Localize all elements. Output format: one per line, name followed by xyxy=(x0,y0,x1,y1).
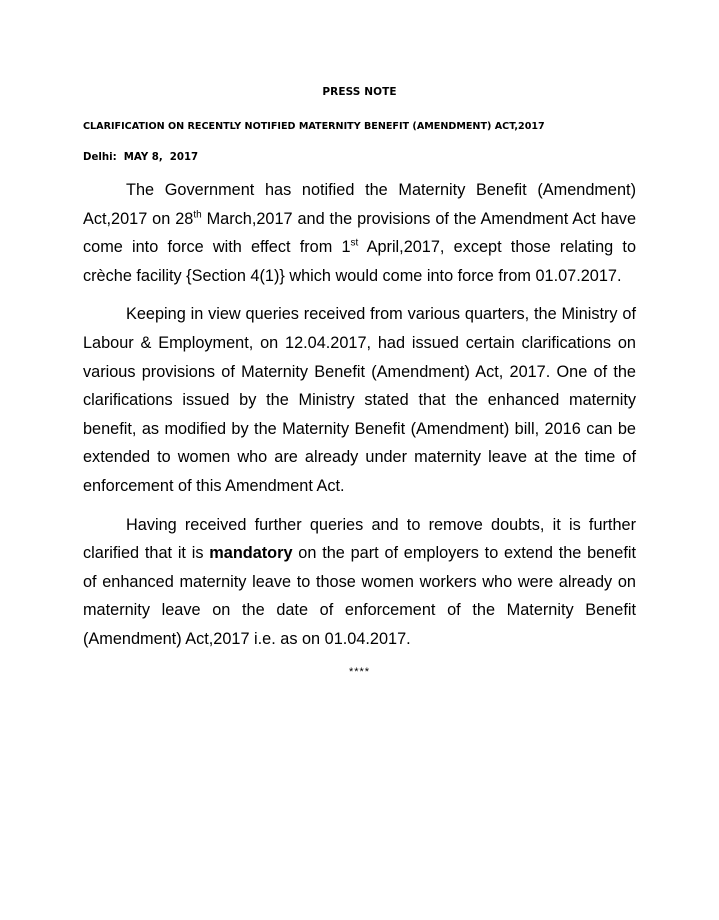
paragraph-1-part-1: The Government has notified the Maternity Benefit (Amendment) Act,2017 on 28 xyxy=(83,181,636,228)
press-note-subtitle: CLARIFICATION ON RECENTLY NOTIFIED MATERNITY BENEFIT (AMENDMENT) ACT,2017 xyxy=(83,121,545,132)
ordinal-suffix-th: th xyxy=(193,209,202,221)
press-note-body xyxy=(83,176,636,664)
paragraph-3-after: on the part of employers to extend the benefit of enhanced maternity leave to those women workers who were already on maternity leave on the date of enforcement of the Maternity Benefit (Amendment) Act,2017 i.e. as on 01.04.2017. xyxy=(83,544,636,648)
paragraph-1-part-3: April,2017, except those relating to crèche facility {Section 4(1)} which would come into force from 01.07.2017. xyxy=(83,238,636,285)
paragraph-3 xyxy=(83,511,636,654)
paragraph-3-before: Having received further queries and to remove doubts, it is further clarified that it is xyxy=(83,515,636,563)
paragraph-1 xyxy=(83,176,636,290)
ordinal-suffix-st: st xyxy=(350,237,359,249)
end-mark: **** xyxy=(348,666,371,678)
dateline: Delhi: MAY 8, 2017 xyxy=(83,152,199,163)
paragraph-1-part-2: March,2017 and the provisions of the Amendment Act have come into force with effect from 1 xyxy=(83,209,636,257)
emphasis-mandatory: mandatory xyxy=(209,544,293,563)
press-note-title: PRESS NOTE xyxy=(322,86,397,98)
paragraph-2: Keeping in view queries received from various quarters, the Ministry of Labour & Employment, on 12.04.2017, had issued certain clarifications on various provisions of Maternity Benefit (Amendment) Act, 2017. One of the clarifications issued by the Ministry stated that the enhanced maternity benefit, as modified by the Maternity Benefit (Amendment) bill, 2016 can be extended to women who are already under maternity leave at the time of enforcement of this Amendment Act. xyxy=(83,305,636,495)
